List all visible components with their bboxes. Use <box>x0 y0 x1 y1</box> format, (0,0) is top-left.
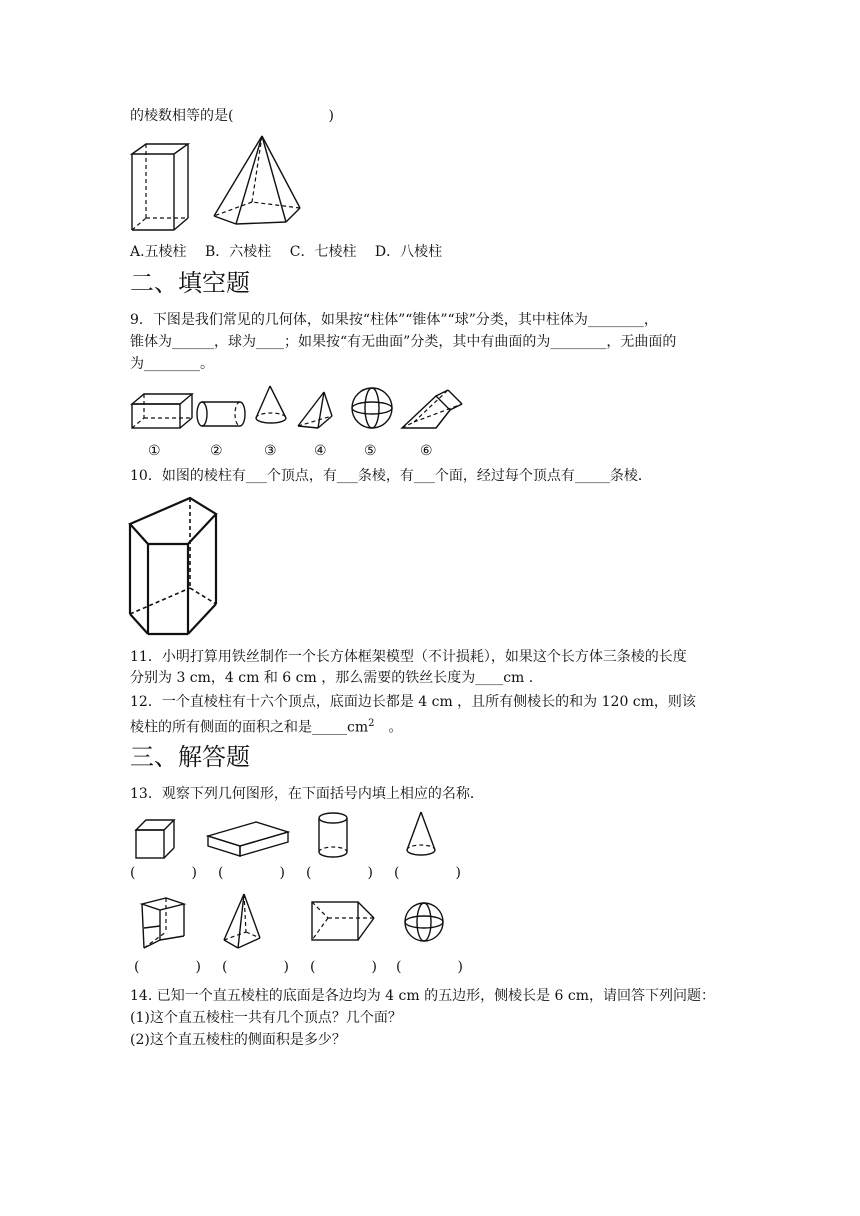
q8-options: A.五棱柱 B．六棱柱 C．七棱柱 D．八棱柱 <box>130 244 443 260</box>
square-pyramid-figure <box>222 892 264 952</box>
answer-parentheses-6[interactable]: ( ) <box>222 959 289 975</box>
q12-line-2: 棱柱的所有侧面的面积之和是$\_\_\_\_\_cm^2$ 。 <box>130 718 403 736</box>
triangular-prism-figure <box>310 898 378 946</box>
q13-text: 13．观察下列几何图形，在下面括号内填上相应的名称． <box>130 786 484 802</box>
q14-line-3: (2)这个直五棱柱的侧面积是多少？ <box>130 1032 346 1048</box>
shape-label-4: ④ <box>314 443 327 459</box>
sphere-figure <box>402 900 446 944</box>
answer-parentheses-2[interactable]: ( ) <box>218 865 285 881</box>
answer-parentheses-7[interactable]: ( ) <box>310 959 377 975</box>
pentagonal-prism-figure <box>128 494 220 640</box>
q9-line-3: 为________。 <box>130 356 214 372</box>
geometry-shapes-row <box>130 384 470 434</box>
q9-line-2: 锥体为______，球为____；如果按“有无曲面”分类，其中有曲面的为________，无曲面的 <box>130 334 677 350</box>
cylinder-shape <box>197 402 245 426</box>
shape-label-1: ① <box>148 443 161 459</box>
section-heading-fill-in: 二、填空题 <box>130 269 250 297</box>
shape-label-2: ② <box>210 443 223 459</box>
q8-text: 的棱数相等的是( ) <box>130 108 334 124</box>
q11-line-1: 11．小明打算用铁丝制作一个长方体框架模型（不计损耗），如果这个长方体三条棱的长度 <box>130 649 687 665</box>
shape-label-3: ③ <box>264 443 277 459</box>
q12-line-1: 12．一个直棱柱有十六个顶点，底面边长都是 4 cm ，且所有侧棱长的和为 120 cm，则该 <box>130 694 696 710</box>
triangular-pyramid-shape <box>298 392 332 428</box>
section-heading-solutions: 三、解答题 <box>130 743 250 771</box>
answer-parentheses-8[interactable]: ( ) <box>396 959 463 975</box>
answer-parentheses-4[interactable]: ( ) <box>394 865 461 881</box>
answer-parentheses-3[interactable]: ( ) <box>306 865 373 881</box>
answer-parentheses-1[interactable]: ( ) <box>130 865 197 881</box>
quadrangular-prism-figure <box>128 140 190 234</box>
cuboid-shape <box>132 394 192 428</box>
cone-shape <box>256 386 286 423</box>
triangular-prism-shape <box>402 390 462 428</box>
q11-line-2: 分别为 3 cm，4 cm 和 6 cm ，那么需要的铁丝长度为____cm . <box>130 670 534 686</box>
cube-figure <box>134 818 178 860</box>
sphere-shape <box>352 388 392 428</box>
q9-line-1: 9．下图是我们常见的几何体，如果按“柱体”“锥体”“球”分类，其中柱体为________， <box>130 312 658 328</box>
pentagonal-pyramid-figure <box>210 132 304 228</box>
cuboid-figure <box>206 818 290 858</box>
shape-label-6: ⑥ <box>420 443 433 459</box>
q14-line-1: 14. 已知一个直五棱柱的底面是各边均为 4 cm 的五边形，侧棱长是 6 cm，请回答下列问题： <box>130 988 716 1004</box>
cylinder-figure <box>316 810 350 862</box>
shape-label-5: ⑤ <box>364 443 377 459</box>
quadrangular-prism-figure-2 <box>138 896 188 952</box>
q10-text: 10．如图的棱柱有___个顶点，有___条棱，有___个面，经过每个顶点有_____条棱． <box>130 468 652 484</box>
q14-line-2: (1)这个直五棱柱一共有几个顶点？几个面？ <box>130 1010 402 1026</box>
cone-figure <box>404 810 438 862</box>
answer-parentheses-5[interactable]: ( ) <box>134 959 201 975</box>
